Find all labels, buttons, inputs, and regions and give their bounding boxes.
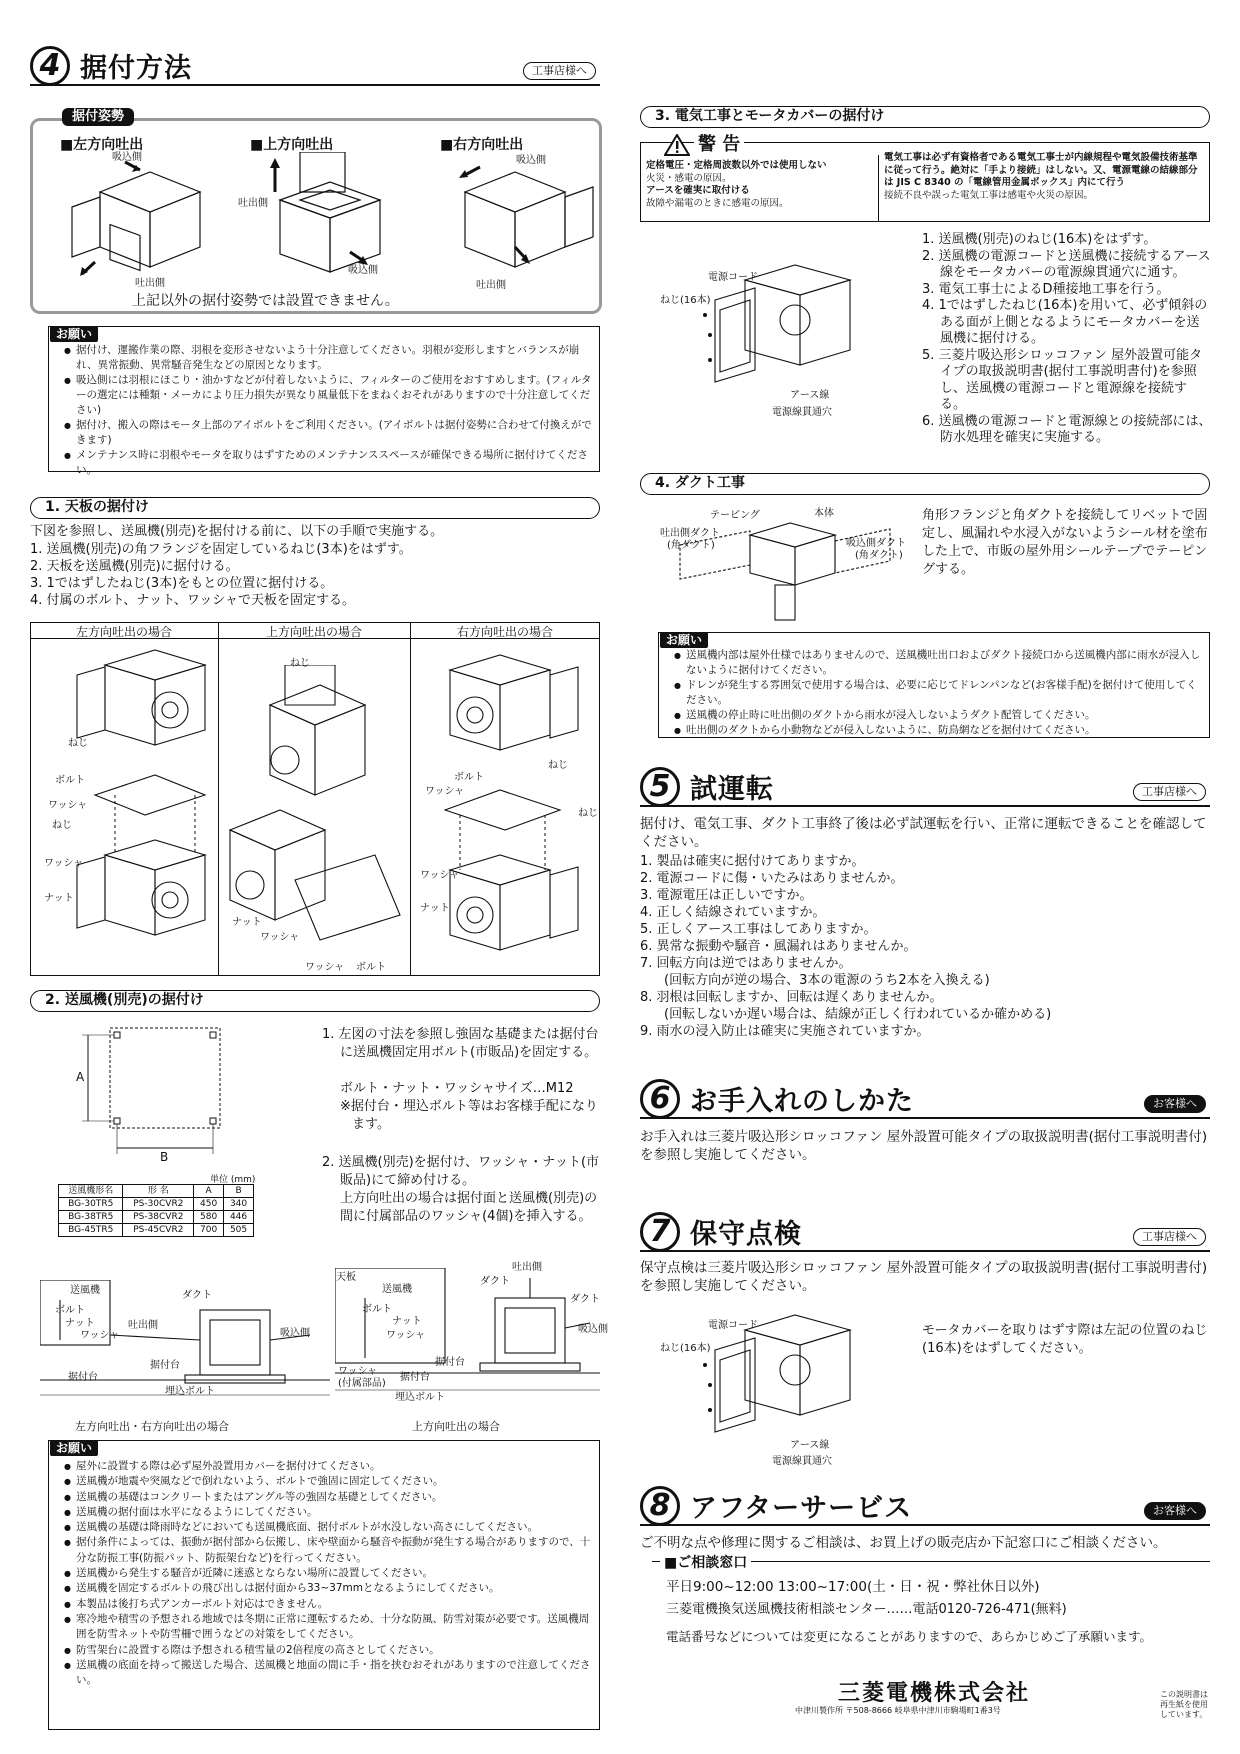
step-item: 3. 電気工事士によるD種接地工事を行う。 [922,281,1170,297]
sec7-fig-earth: アース線 [790,1440,830,1451]
s2-figR-stand2: 据付台 [435,1357,465,1368]
s2-figR-discharge: 吐出側 [512,1262,542,1273]
table-cell: BG-38TR5 [59,1211,123,1224]
section-7-header [640,1214,1210,1252]
subsection-1-header: 1. 天板の据付け [30,497,600,519]
s1-steps [30,541,600,609]
notice-item: ● 送風機を固定するボルトの飛び出しは据付面から33~37mmとなるようにしてください。 [64,1581,594,1596]
contact-box-title: ■ご相談窓口 [660,1552,751,1572]
section-title: 保守点検 [690,1219,802,1250]
s2-figL-discharge: 吐出側 [128,1320,158,1331]
s1-left-illustration [75,645,215,970]
s3-fig-cord: 電源コード [708,272,758,283]
s1-left-screw2: ねじ [52,820,72,831]
s4-fig-body: 本体 [814,508,834,519]
s2-dim-b: B [160,1150,169,1164]
posture-left-illustration [70,152,210,287]
s2-figR-washer: ワッシャ [386,1330,426,1341]
s2-figR-stand: 据付台 [400,1372,430,1383]
step-item: 6. 異常な振動や騒音・風漏れはありませんか。 [640,939,917,954]
notice-item: ● 寒冷地や積雪の予想される地域では冬期に正常に運転するため、十分な防風、防雪対策が必要です。送風機周囲を防雪ネットや防雪柵で囲うなどの対策をしてください。 [64,1612,594,1643]
notice-item: ● メンテナンス時に羽根やモータを取りはずすためのメンテナンススペースが確保できる場所に据付けてください。 [64,448,594,478]
sec7-motor-cover-illustration [675,1310,855,1460]
s2-step-1-size: ボルト・ナット・ワッシャサイズ…M12 [340,1081,574,1096]
table-header-cell: 送風機形名 [59,1185,123,1198]
notice-list-1 [64,343,594,478]
s2-figL-washer: ワッシャ [80,1330,120,1341]
s1-left-washer: ワッシャ [48,800,88,811]
table-cell: 700 [194,1224,224,1237]
posture-right-illustration [455,152,595,282]
section-number: 5 [640,767,680,807]
notice-item: ● 送風機が地震や突風などで倒れないよう、ボルトで強固に固定してください。 [64,1474,594,1489]
s4-fig-taping: テーピング [710,510,760,521]
s2-figR-bolt: ボルト [362,1304,392,1315]
s2-unit: 単位 (mm) [210,1175,256,1185]
step-item: (回転しないか遅い場合は、結線が正しく行われているか確かめる) [664,1007,1052,1022]
table-cell: 580 [194,1211,224,1224]
notice-list-3 [674,648,1206,738]
step-item: 2. 送風機の電源コードと送風機に接続するアース線をモータカバーの電源線貫通穴に通す。 [922,248,1211,280]
s2-figR-acc: (付属部品) [338,1378,386,1389]
sec7-text: 保守点検は三菱片吸込形シロッコファン 屋外設置可能タイプの取扱説明書(据付工事説明書付)を参照し実施してください。 [640,1260,1208,1294]
step-item: 5. 三菱片吸込形シロッコファン 屋外設置可能タイプの取扱説明書(据付工事説明書付)を参照し、送風機の電源コードと電源線を接続する。 [922,347,1203,412]
s2-figL-stand: 据付台 [68,1372,98,1383]
s4-text: 角形フランジと角ダクトを接続してリベットで固定し、風漏れや水浸入がないようシール材を塗布した上で、市販の屋外用シールテープでテーピングする。 [922,508,1208,577]
warning-line: アースを確実に取付ける [646,185,750,196]
step-item: 7. 回転方向は逆ではありませんか。 [640,956,852,971]
section-title: お手入れのしかた [690,1086,914,1117]
s4-fig-suction-duct2: (角ダクト) [855,550,903,561]
s4-fig-suction-duct: 吸込側ダクト [846,538,906,549]
posture-up-illustration [260,152,400,282]
notice-item: ● 据付け、搬入の際はモータ上部のアイボルトをご利用ください。(アイボルトは据付姿勢に合わせて付換えができます) [64,418,594,448]
s2-figL-caption: 左方向吐出・右方向吐出の場合 [75,1420,229,1433]
table-cell: 450 [194,1198,224,1211]
posture-left-discharge: 吐出側 [135,278,165,289]
warning-title: 警 告 [694,134,744,156]
section-number: 4 [30,46,70,86]
s2-step-2b: 上方向吐出の場合は据付面と送風機(別売)の間に付属部品のワッシャ(4個)を挿入する。 [340,1191,598,1224]
s1-up-screw: ねじ [290,658,310,669]
table-cell: PS-45CVR2 [123,1224,194,1237]
section-title: 据付方法 [80,53,192,84]
s2-dim-a: A [76,1070,85,1084]
step-item: 4. 付属のボルト、ナット、ワッシャで天板を固定する。 [30,593,356,608]
notice-label-2: お願い [50,1440,98,1456]
posture-up-title: ■上方向吐出 [250,137,334,153]
s2-figR-duct2: ダクト [570,1294,600,1305]
warning-left-text [646,160,874,210]
s1-right-washer: ワッシャ [425,786,465,797]
notice-item: ● 送風機の基礎はコンクリートまたはアングル等の強固な基礎としてください。 [64,1490,594,1505]
notice-label: お願い [50,326,98,342]
recycle-line-3: しています。 [1160,1710,1208,1719]
warning-divider [878,155,879,222]
step-item: 2. 電源コードに傷・いたみはありませんか。 [640,871,904,886]
s1-col-divider-1 [218,622,219,976]
s1-up-washer2: ワッシャ [305,962,345,973]
s2-dimension-diagram [70,1018,250,1168]
sec7-fig-hole: 電源線貫通穴 [772,1456,832,1467]
section-6-header [640,1081,1210,1119]
s1-col-right: 右方向吐出の場合 [456,625,553,639]
s2-figL-stand2: 据付台 [150,1360,180,1371]
s3-fig-earth: アース線 [790,390,830,401]
s2-figL-suction: 吸込側 [280,1328,310,1339]
s3-fig-screw: ねじ(16本) [660,295,711,306]
table-cell: PS-38CVR2 [123,1211,194,1224]
s2-figR-suction: 吸込側 [578,1324,608,1335]
step-item: 1. 製品は確実に据付けてありますか。 [640,854,865,869]
s2-figR-washer2: ワッシャ [338,1366,378,1377]
s4-fig-discharge-duct2: (角ダクト) [667,540,715,551]
s1-up-washer: ワッシャ [260,932,300,943]
sec5-intro: 据付け、電気工事、ダクト工事終了後は必ず試運転を行い、正常に運転できることを確認してください。 [640,816,1207,850]
posture-left-title: ■左方向吐出 [60,137,144,153]
s2-figR-anchor: 埋込ボルト [395,1392,445,1403]
section-number: 8 [640,1486,680,1526]
s1-col-divider-2 [410,622,411,976]
notice-list-2 [64,1459,594,1688]
step-item: 3. 電源電圧は正しいですか。 [640,888,813,903]
table-header-cell: A [194,1185,224,1198]
warning-line: 故障や漏電のときに感電の原因。 [646,197,789,209]
recycle-note [1160,1690,1208,1720]
section-title: 試運転 [690,774,774,805]
audience-tag: 工事店様へ [1133,1228,1206,1246]
step-item: 8. 羽根は回転しますか、回転は遅くありませんか。 [640,990,943,1005]
warning-line: 接続不良や誤った電気工事は感電や火災の原因。 [884,189,1094,201]
posture-right-discharge: 吐出側 [476,280,506,291]
s1-intro: 下図を参照し、送風機(別売)を据付ける前に、以下の手順で実施する。 [30,524,444,539]
posture-right-title: ■右方向吐出 [440,137,524,153]
table-cell: BG-45TR5 [59,1224,123,1237]
notice-item: ● 送風機から発生する騒音が近隣に迷惑とならない場所に設置してください。 [64,1566,594,1581]
notice-item: ● 送風機の底面を持って搬送した場合、送風機と地面の間に手・指を挟むおそれがありますので注意してください。 [64,1658,594,1689]
s2-figL-nut: ナット [65,1318,95,1329]
sec7-note: モータカバーを取りはずす際は左記の位置のねじ(16本)をはずしてください。 [922,1323,1208,1356]
s2-step-1-note: ※据付台・埋込ボルト等はお客様手配になります。 [340,1099,598,1132]
notice-item: ● 吐出側のダクトから小動物などが侵入しないように、防鳥網などを据付けてください。 [674,723,1206,738]
sec5-steps [640,853,1210,1040]
s1-right-illustration [440,650,590,970]
recycle-line-2: 再生紙を使用 [1160,1700,1208,1709]
s1-right-nut: ナット [420,903,450,914]
notice-item: ● 据付条件によっては、振動が据付部から伝搬し、床や壁面から騒音や振動が発生する場合がありますので、十分な防振工事(防振パット、防振架台など)を行ってください。 [64,1535,594,1566]
posture-right-suction: 吸込側 [516,155,546,166]
s1-right-washer2: ワッシャ [420,870,460,881]
notice-item: ● 送風機内部は屋外仕様ではありませんので、送風機吐出口およびダクト接続口から送風機内部に雨水が浸入しないように据付けてください。 [674,648,1206,678]
step-item: (回転方向が逆の場合、3本の電源のうち2本を入換える) [664,973,990,988]
sec7-fig-cord: 電源コード [708,1320,758,1331]
table-header-cell: 形 名 [123,1185,194,1198]
s2-figR-caption: 上方向吐出の場合 [412,1420,500,1433]
s1-left-screw: ねじ [68,738,88,749]
s1-right-bolt: ボルト [454,772,484,783]
s1-left-nut: ナット [44,893,74,904]
section-title: アフターサービス [690,1493,913,1524]
s1-col-up: 上方向吐出の場合 [265,625,362,639]
s1-left-washer2: ワッシャ [44,858,84,869]
s2-figL-duct: ダクト [182,1290,212,1301]
notice-item: ● 送風機の停止時に吐出側のダクトから雨水が浸入しないようダクト配管してください。 [674,708,1206,723]
s1-right-screw2: ねじ [578,808,598,819]
table-row [59,1211,254,1224]
table-header-cell: B [224,1185,254,1198]
s2-figL-anchor: 埋込ボルト [165,1386,215,1397]
section-number: 6 [640,1079,680,1119]
notice-item: ● 屋外に設置する際は必ず屋外設置用カバーを据付けてください。 [64,1459,594,1474]
warning-right-text [884,152,1206,202]
s2-figR-duct: ダクト [480,1276,510,1287]
audience-tag: 工事店様へ [1133,783,1206,801]
notice-item: ● 吸込側には羽根にほこり・油かすなどが付着しないように、フィルターのご使用をおすすめします。(フィルターの選定には種類・メーカにより圧力損失が異なり風量低下をまねくおそれがありますので十分注意してください) [64,373,594,418]
s4-duct-illustration [660,505,920,625]
s1-up-bolt: ボルト [356,962,386,973]
posture-up-discharge: 吐出側 [238,198,268,209]
warning-line: 定格電圧・定格周波数以外では使用しない [646,160,827,171]
s2-figR-top: 天板 [336,1272,356,1283]
subsection-4-header: 4. ダクト工事 [640,473,1210,495]
step-item: 4. 1ではずしたねじ(16本)を用いて、必ず傾斜のある面が上側となるようにモータカバーを送風機に据付ける。 [922,298,1208,346]
posture-caption: 上記以外の据付姿勢では設置できません。 [132,293,399,309]
contact-change: 電話番号などについては変更になることがありますので、あらかじめご了承願います。 [666,1629,1153,1644]
s1-up-nut: ナット [232,917,262,928]
s4-fig-discharge-duct: 吐出側ダクト [660,528,720,539]
subsection-3-header: 3. 電気工事とモータカバーの据付け [640,106,1210,128]
sec6-text: お手入れは三菱片吸込形シロッコファン 屋外設置可能タイプの取扱説明書(据付工事説明書付)を参照し実施してください。 [640,1129,1208,1163]
s2-step-1: 1. 左図の寸法を参照し強固な基礎または据付台に送風機固定用ボルト(市販品)を固定する。 [322,1027,599,1060]
s1-right-screw: ねじ [548,760,568,771]
s2-spec-table [58,1184,254,1237]
notice-item: ● 送風機の基礎は降雨時などにおいても送風機底面、据付ボルトが水没しない高さにしてください。 [64,1520,594,1535]
s3-motor-cover-illustration [675,260,855,410]
s1-col-left: 左方向吐出の場合 [75,625,172,639]
table-cell: 340 [224,1198,254,1211]
step-item: 1. 送風機(別売)の角フランジを固定しているねじ(3本)をはずす。 [30,542,412,557]
table-row [59,1198,254,1211]
notice-item: ● 本製品は後打ち式アンカーボルト対応はできません。 [64,1597,594,1612]
section-4-header [30,48,600,86]
s2-figR-nut: ナット [392,1316,422,1327]
s1-left-bolt: ボルト [55,775,85,786]
sec7-fig-screw: ねじ(16本) [660,1343,711,1354]
s3-fig-hole: 電源線貫通穴 [772,407,832,418]
step-item: 4. 正しく結線されていますか。 [640,905,826,920]
table-cell: 446 [224,1211,254,1224]
step-item: 5. 正しくアース工事はしてありますか。 [640,922,877,937]
notice-item: ● 送風機の据付面は水平になるようにしてください。 [64,1505,594,1520]
section-8-header [640,1488,1210,1526]
s2-step-2: 2. 送風機(別売)を据付け、ワッシャ・ナット(市販品)にて締め付ける。 [322,1155,600,1188]
warning-line: 電気工事は必ず有資格者である電気工事士が内線規程や電気設備技術基準に従って行う。絶対に「手より接続」はしない。又、電源電線の結線部分は JIS C 8340 の「電線管用金属ボックス」内にて行う [884,152,1198,188]
table-row [59,1224,254,1237]
notice-item: ● 防雪架台に設置する際は予想される積雪量の2倍程度の高さとしてください。 [64,1643,594,1658]
step-item: 3. 1ではずしたねじ(3本)をもとの位置に据付ける。 [30,576,334,591]
audience-tag: お客様へ [1144,1095,1206,1113]
table-cell: BG-30TR5 [59,1198,123,1211]
subsection-2-header: 2. 送風機(別売)の据付け [30,990,600,1012]
audience-tag: 工事店様へ [523,62,596,80]
warning-icon [664,134,690,156]
step-item: 6. 送風機の電源コードと電源線との接続部には、防水処理を確実に実施する。 [922,413,1212,445]
s2-figL-fan: 送風機 [70,1285,100,1296]
table-cell: 505 [224,1224,254,1237]
posture-label: 据付姿勢 [62,108,134,126]
contact-center: 三菱電機換気送風機技術相談センター……電話0120-726-471(無料) [666,1602,1067,1617]
table-cell: PS-30CVR2 [123,1198,194,1211]
step-item: 2. 天板を送風機(別売)に据付ける。 [30,559,239,574]
sec8-text: ご不明な点や修理に関するご相談は、お買上げの販売店か下記窓口にご相談ください。 [640,1535,1167,1551]
step-item: 1. 送風機(別売)のねじ(16本)をはずす。 [922,232,1157,247]
posture-up-suction: 吸込側 [348,265,378,276]
posture-left-suction: 吸込側 [112,152,142,163]
company-address: 中津川製作所 〒508-8666 岐阜県中津川市駒場町1番3号 [795,1706,1001,1715]
s2-figL-bolt: ボルト [55,1305,85,1316]
section-number: 7 [640,1212,680,1252]
audience-tag: お客様へ [1144,1502,1206,1520]
notice-item: ● ドレンが発生する雰囲気で使用する場合は、必要に応じてドレンパンなど(お客様手配)を据付けて使用してください。 [674,678,1206,708]
notice-item: ● 据付け、運搬作業の際、羽根を変形させないよう十分注意してください。羽根が変形しますとバランスが崩れ、異常振動、異常騒音発生などの原因となります。 [64,343,594,373]
recycle-line-1: この説明書は [1160,1690,1208,1699]
company-name: 三菱電機株式会社 [838,1681,1031,1706]
warning-line: 火災・感電の原因。 [646,172,732,184]
s2-figR-fan: 送風機 [382,1284,412,1295]
contact-hours: 平日9:00~12:00 13:00~17:00(土・日・祝・弊社休日以外) [666,1579,1040,1595]
section-5-header [640,769,1210,807]
notice-label-3: お願い [660,632,708,648]
s3-steps [922,232,1212,447]
step-item: 9. 雨水の浸入防止は確実に実施されていますか。 [640,1024,930,1039]
